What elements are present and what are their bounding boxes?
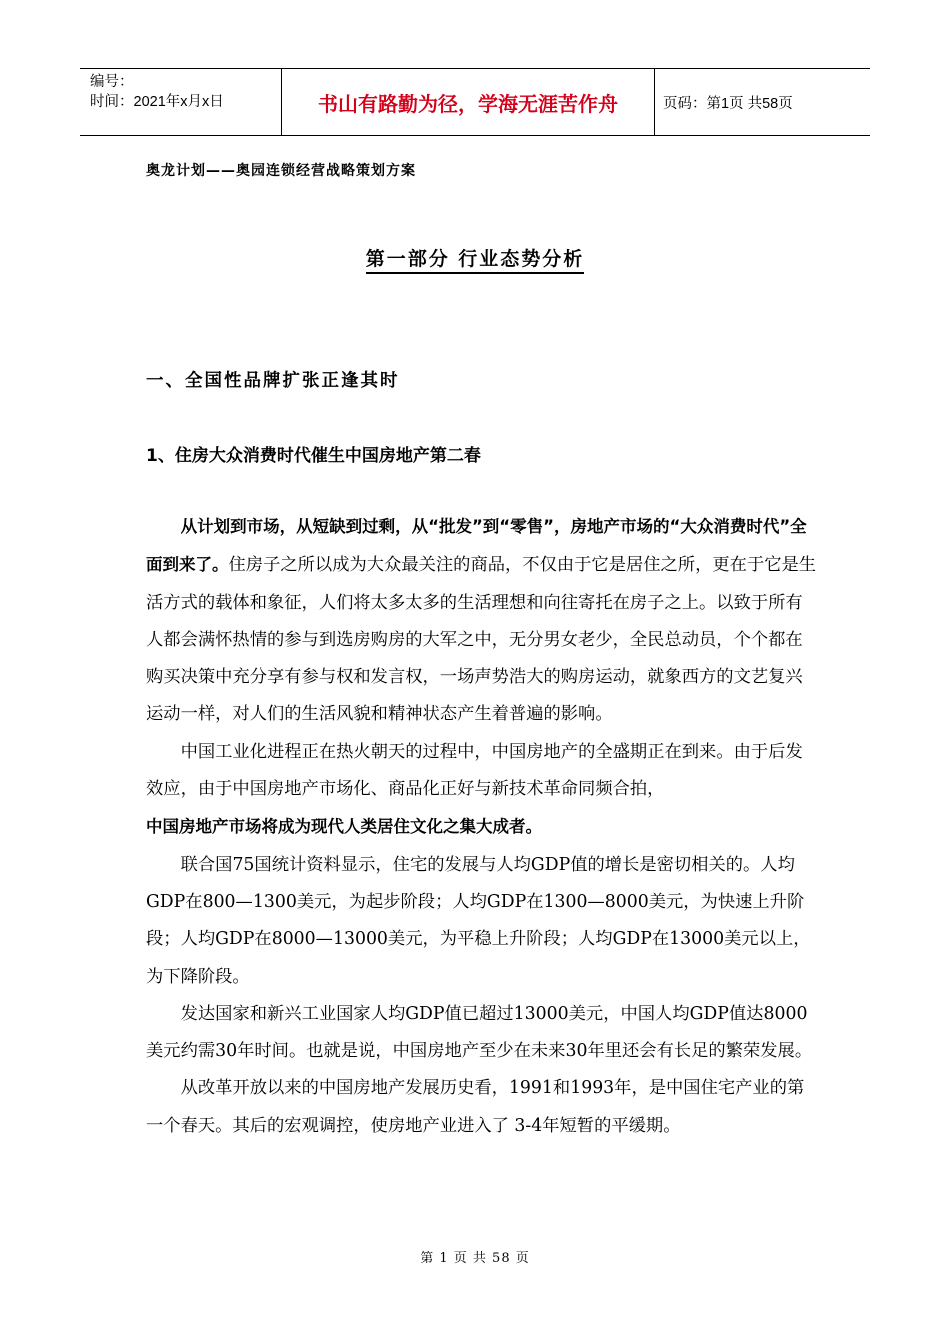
- paragraph: 联合国75国统计资料显示，住宅的发展与人均GDP值的增长是密切相关的。人均GDP在800—1300美元，为起步阶段；人均GDP在1300—8000美元，为快速上升阶段；人均GDP在8000—13000美元，为平稳上升阶段；人均GDP在13000美元以上，为下降阶段。: [146, 854, 811, 987]
- paragraph: 发达国家和新兴工业国家人均GDP值已超过13000美元，中国人均GDP值达8000美元约需30年时间。也就是说，中国房地产至少在未来30年里还会有长足的繁荣发展。: [146, 1003, 813, 1062]
- page-number-label: 页码：第1页 共58页: [663, 95, 793, 112]
- paragraph: [146, 734, 818, 847]
- part-title: [0, 244, 950, 271]
- page-footer: 第 1 页 共 58 页: [420, 1251, 530, 1266]
- subsection-title: 1、住房大众消费时代催生中国房地产第二春: [146, 446, 481, 466]
- number-label: 编号：: [90, 74, 134, 90]
- section-title: 一、全国性品牌扩张正逢其时: [146, 371, 400, 391]
- paragraph-text: 住房子之所以成为大众最关注的商品，不仅由于它是居住之所，更在于它是生活方式的载体和象征，人们将太多太多的生活理想和向往寄托在房子之上。以致于所有人都会满怀热情的参与到选房购房的大军之中，无分男女老少，全民总动员，个个都在购买决策中充分享有参与权和发言权，一场声势浩大的购房运动，就象西方的文艺复兴运动一样，对人们的生活风貌和精神状态产生着普遍的影响。: [146, 555, 817, 725]
- document-subtitle: 奥龙计划——奥园连锁经营战略策划方案: [146, 163, 416, 179]
- motto: 书山有路勤为径，学海无涯苦作舟: [282, 69, 655, 135]
- paragraph-emphasis: 中国房地产市场将成为现代人类居住文化之集大成者。: [146, 817, 542, 837]
- header-info-cell: [80, 69, 282, 135]
- paragraph: 从改革开放以来的中国房地产发展历史看，1991和1993年，是中国住宅产业的第一个春天。其后的宏观调控，使房地产业进入了 3-4年短暂的平缓期。: [146, 1078, 805, 1136]
- time-label: 时间：2021年x月x日: [90, 94, 224, 110]
- page-header: [80, 68, 870, 136]
- paragraph-text: 中国工业化进程正在热火朝天的过程中，中国房地产的全盛期正在到来。由于后发效应，由于中国房地产市场化、商品化正好与新技术革命同频合拍，: [146, 741, 803, 800]
- body-text: [146, 508, 818, 1145]
- paragraph: [146, 508, 818, 734]
- part-title-text: 第一部分 行业态势分析: [366, 248, 585, 274]
- paragraph-emphasis: 从计划到市场，从短缺到过剩，从“批发”到“零售”，房地产市场的“大众消费时代”全面到来了。: [146, 517, 807, 575]
